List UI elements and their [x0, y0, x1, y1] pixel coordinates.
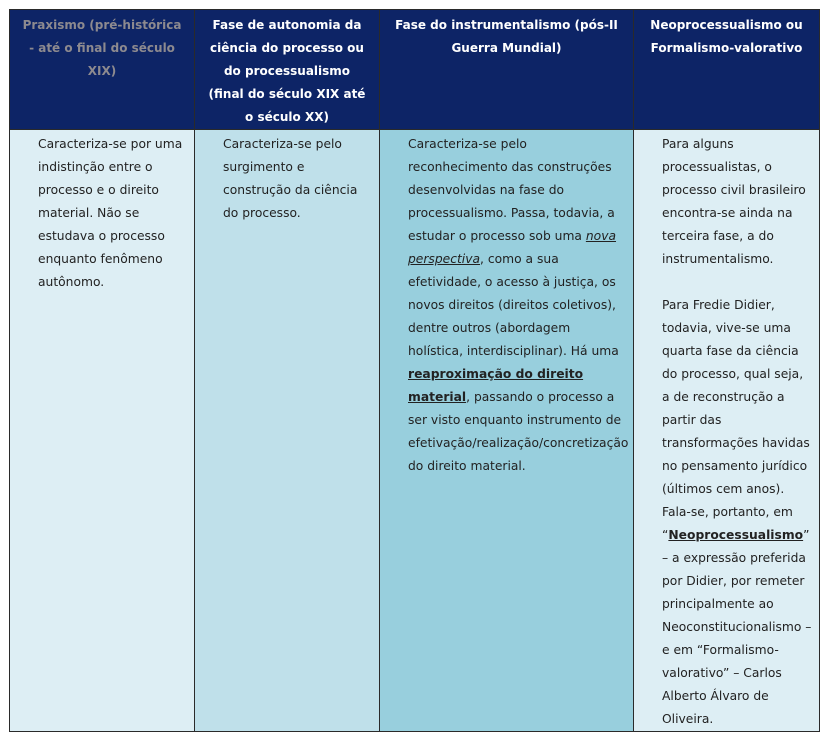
praxismo-text: Caracteriza-se por uma indistinção entre o processo e o direito material. Não se estudava o processo enquanto fenômeno autônomo.	[38, 137, 183, 289]
cell-instrumentalismo	[380, 130, 634, 732]
neoprocessualismo-para-1: Para alguns processualistas, o processo civil brasileiro encontra-se ainda na terceira fase, a do instrumentalismo.	[662, 137, 806, 266]
neoprocessualismo-text-1: Para Fredie Didier, todavia, vive-se uma quarta fase da ciência do processo, qual seja, a de reconstrução a partir das transformações havidas no pensamento jurídico (últimos cem anos). Fala-se, portanto, em “	[662, 298, 810, 542]
instrumentalismo-text-2: , como a sua efetividade, o acesso à justiça, os novos direitos (direitos coletivos), dentre outros (abordagem holística, interdisciplinar). Há uma	[408, 252, 619, 358]
cell-neoprocessualismo	[634, 130, 820, 732]
emphasis-nova-perspectiva: nova perspectiva	[408, 229, 617, 266]
phases-table-container	[9, 9, 819, 727]
emphasis-reaproximacao: reaproximação do direito material	[408, 367, 584, 404]
content-row	[10, 130, 820, 732]
neoprocessualismo-text-2: ” – a expressão preferida por Didier, por remeter principalmente ao Neoconstitucionalismo – e em “Formalismo-valorativo” – Carlos Alberto Álvaro de Oliveira.	[662, 528, 812, 726]
cell-praxismo	[10, 130, 195, 732]
emphasis-neoprocessualismo: Neoprocessualismo	[668, 528, 804, 542]
cell-autonomia	[195, 130, 380, 732]
instrumentalismo-text-1: Caracteriza-se pelo reconhecimento das construções desenvolvidas na fase do processualismo. Passa, todavia, a estudar o processo sob uma	[408, 137, 615, 243]
header-autonomia: Fase de autonomia da ciência do processo ou do processualismo (final do século XIX até o século XX)	[195, 10, 380, 130]
autonomia-text: Caracteriza-se pelo surgimento e construção da ciência do processo.	[223, 137, 358, 220]
header-praxismo: Praxismo (pré-histórica - até o final do século XIX)	[10, 10, 195, 130]
instrumentalismo-text-3: , passando o processo a ser visto enquanto instrumento de efetivação/realização/concretização do direito material.	[408, 390, 629, 473]
paragraph-gap	[662, 271, 813, 294]
header-instrumentalismo: Fase do instrumentalismo (pós-II Guerra Mundial)	[380, 10, 634, 130]
header-row	[10, 10, 820, 130]
header-neoprocessualismo: Neoprocessualismo ou Formalismo-valorativo	[634, 10, 820, 130]
phases-table	[9, 9, 820, 732]
